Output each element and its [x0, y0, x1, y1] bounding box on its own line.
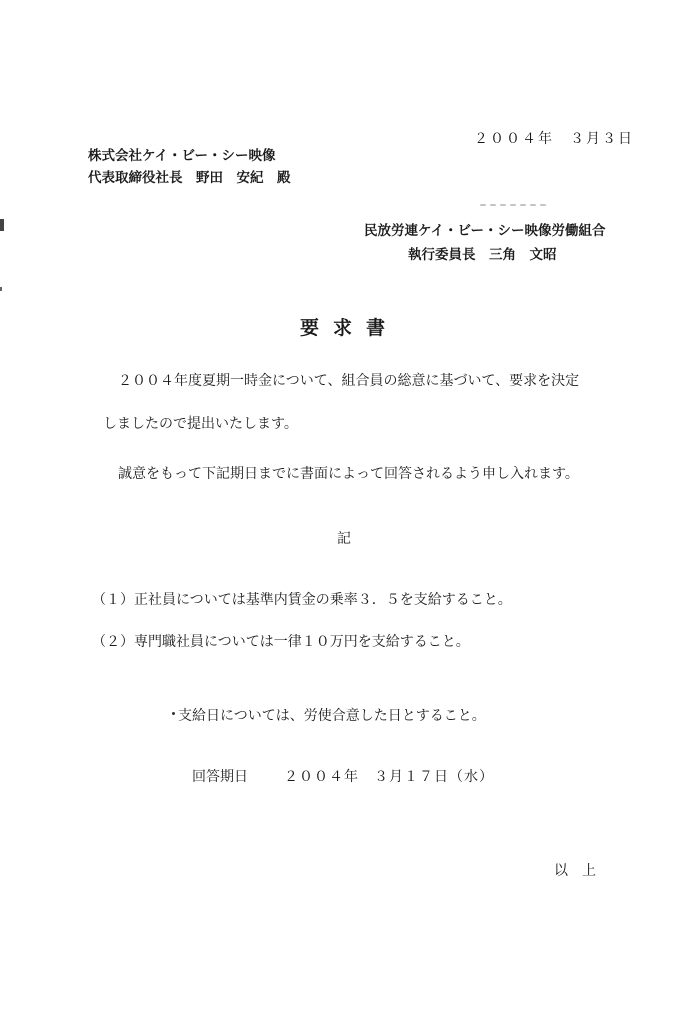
document-title: 要求書	[300, 317, 400, 339]
body-paragraph-line: 誠意をもって下記期日までに書面によって回答されるよう申し入れます。	[118, 466, 579, 482]
list-item	[92, 589, 512, 609]
list-item-number: （１）	[92, 592, 134, 608]
body-paragraph-line: ２００４年度夏期一時金について、組合員の総意に基づいて、要求を決定	[118, 373, 580, 389]
recipient-person: 代表取締役社長 野田 安紀 殿	[88, 170, 291, 186]
deadline-value: ２００４年 ３月１７日（水）	[284, 769, 494, 785]
deadline-label: 回答期日	[192, 769, 248, 785]
list-item-number: （２）	[92, 634, 134, 650]
list-item-text: 正社員については基準内賃金の乗率３．５を支給すること。	[134, 592, 512, 608]
list-item	[92, 631, 470, 651]
body-paragraph-line: しましたので提出いたします。	[103, 416, 298, 432]
sender-person: 執行委員長 三角 文昭	[408, 247, 557, 263]
scan-artifact	[478, 204, 548, 206]
recipient-company: 株式会社ケイ・ビー・シー映像	[88, 148, 276, 164]
scan-artifact	[0, 287, 2, 291]
closing-mark: 以上	[554, 863, 610, 879]
sender-union: 民放労連ケイ・ビー・シー映像労働組合	[364, 223, 606, 239]
document-date: ２００４年 ３月３日	[474, 131, 634, 147]
scan-artifact	[172, 712, 175, 715]
list-item-text: 専門職社員については一律１０万円を支給すること。	[134, 634, 470, 650]
ki-heading: 記	[337, 531, 351, 547]
payday-note: 支給日については、労使合意した日とすること。	[178, 708, 486, 724]
scan-artifact	[0, 219, 4, 231]
